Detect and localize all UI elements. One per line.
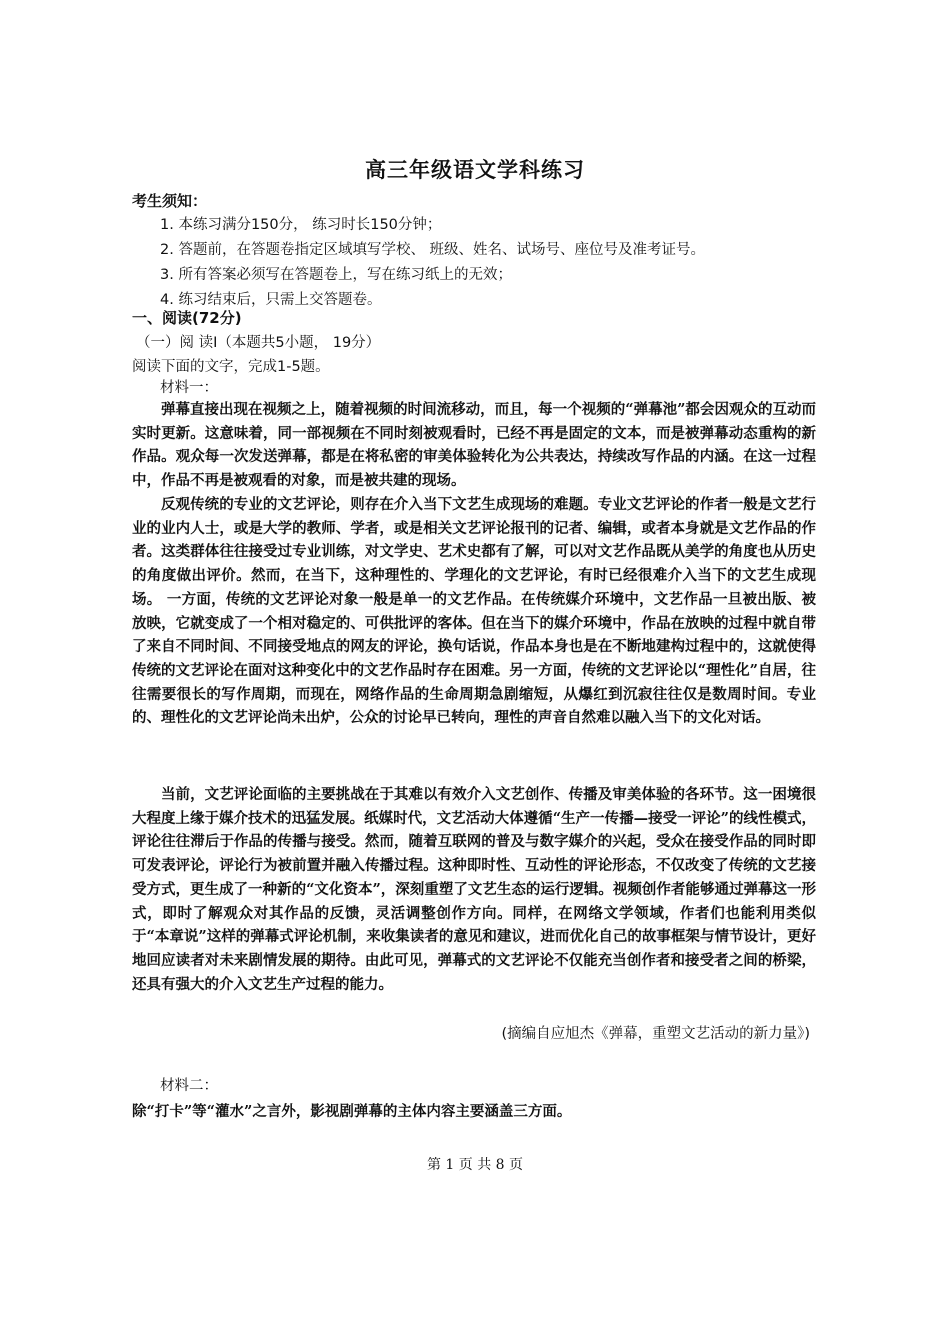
material2-label: 材料二： [160,1078,218,1094]
notice-item-4: 4. 练习结束后，只需上交答题卷。 [160,292,382,308]
notice-heading: 考生须知： [132,192,208,210]
instruction: 阅读下面的文字，完成1-5题。 [132,359,330,375]
paragraph-text: 弹幕直接出现在视频之上，随着视频的时间流移动，而且，每一个视频的“弹幕池”都会因观众的互动而实时更新。这意味着，同一部视频在不同时刻被观看时，已经不再是固定的文本，而是被弹幕动态重构的新作品。观众每一次发送弹幕，都是在将私密的审美体验转化为公共表达，持续改写作品的内涵。在这一过程中，作品不再是被观看的对象，而是被共建的现场。 [132,401,816,490]
notice-item-3: 3. 所有答案必须写在答题卷上，写在练习纸上的无效； [160,267,512,283]
material2-first-line: 除“打卡”等“灌水”之言外，影视剧弹幕的主体内容主要涵盖三方面。 [132,1103,572,1120]
paragraph-text: 反观传统的专业的文艺评论，则存在介入当下文艺生成现场的难题。专业文艺评论的作者一般是文艺行业的业内人士，或是大学的教师、学者，或是相关文艺评论报刊的记者、编辑，或者本身就是文艺作品的作者。这类群体往往接受过专业训练，对文学史、艺术史都有了解，可以对文艺作品既从美学的角度也从历史的角度做出评价。然而，在当下，这种理性的、学理化的文艺评论，有时已经很难介入当下的文艺生成现场。 一方面，传统的文艺评论对象一般是单一的文艺作品。在传统媒介环境中，文艺作品一旦被出版、被放映，它就变成了一个相对稳定的、可供批评的客体。但在当下的媒介环境中，作品在放映的过程中就自带了来自不同时间、不同接受地点的网友的评论，换句话说，作品本身也是在不断地建构过程中的，这就使得传统的文艺评论在面对这种变化中的文艺作品时存在困难。另一方面，传统的文艺评论以“理性化”自居，往往需要很长的写作周期，而现在，网络作品的生命周期急剧缩短，从爆红到沉寂往往仅是数周时间。专业的、理性化的文艺评论尚未出炉，公众的讨论早已转向，理性的声音自然难以融入当下的文化对话。 [132,496,816,727]
material1-label: 材料一： [160,380,218,396]
section-heading: 一、阅读(72分) [132,309,242,327]
material1-source: (摘编自应旭杰《弹幕，重塑文艺活动的新力量》) [501,1026,810,1042]
paragraph-text: 当前，文艺评论面临的主要挑战在于其难以有效介入文艺创作、传播及审美体验的各环节。这一困境很大程度上缘于媒介技术的迅猛发展。纸媒时代，文艺活动大体遵循“生产一传播—接受一评论”的线性模式，评论往往滞后于作品的传播与接受。然而，随着互联网的普及与数字媒介的兴起，受众在接受作品的同时即可发表评论，评论行为被前置并融入传播过程。这种即时性、互动性的评论形态，不仅改变了传统的文艺接受方式，更生成了一种新的“文化资本”，深刻重塑了文艺生态的运行逻辑。视频创作者能够通过弹幕这一形式，即时了解观众对其作品的反馈，灵活调整创作方向。同样，在网络文学领域，作者们也能利用类似于“本章说”这样的弹幕式评论机制，来收集读者的意见和建议，进而优化自己的故事框架与情节设计，更好地回应读者对未来剧情发展的期待。由此可见，弹幕式的文艺评论不仅能充当创作者和接受者之间的桥梁，还具有强大的介入文艺生产过程的能力。 [132,786,816,993]
material1-paragraph-2 [132,493,816,730]
subsection-heading: （一）阅 读I（本题共5小题， 19分） [136,335,381,351]
page-footer: 第 1 页 共 8 页 [426,1157,524,1173]
material1-paragraph-3 [132,783,816,996]
notice-item-2: 2. 答题前，在答题卷指定区域填写学校、 班级、姓名、试场号、座位号及准考证号。 [160,242,706,258]
material1-paragraph-1 [132,398,816,493]
page-title: 高三年级语文学科练习 [365,158,585,182]
notice-item-1: 1. 本练习满分150分， 练习时长150分钟； [160,217,442,233]
notice-list [160,213,705,313]
